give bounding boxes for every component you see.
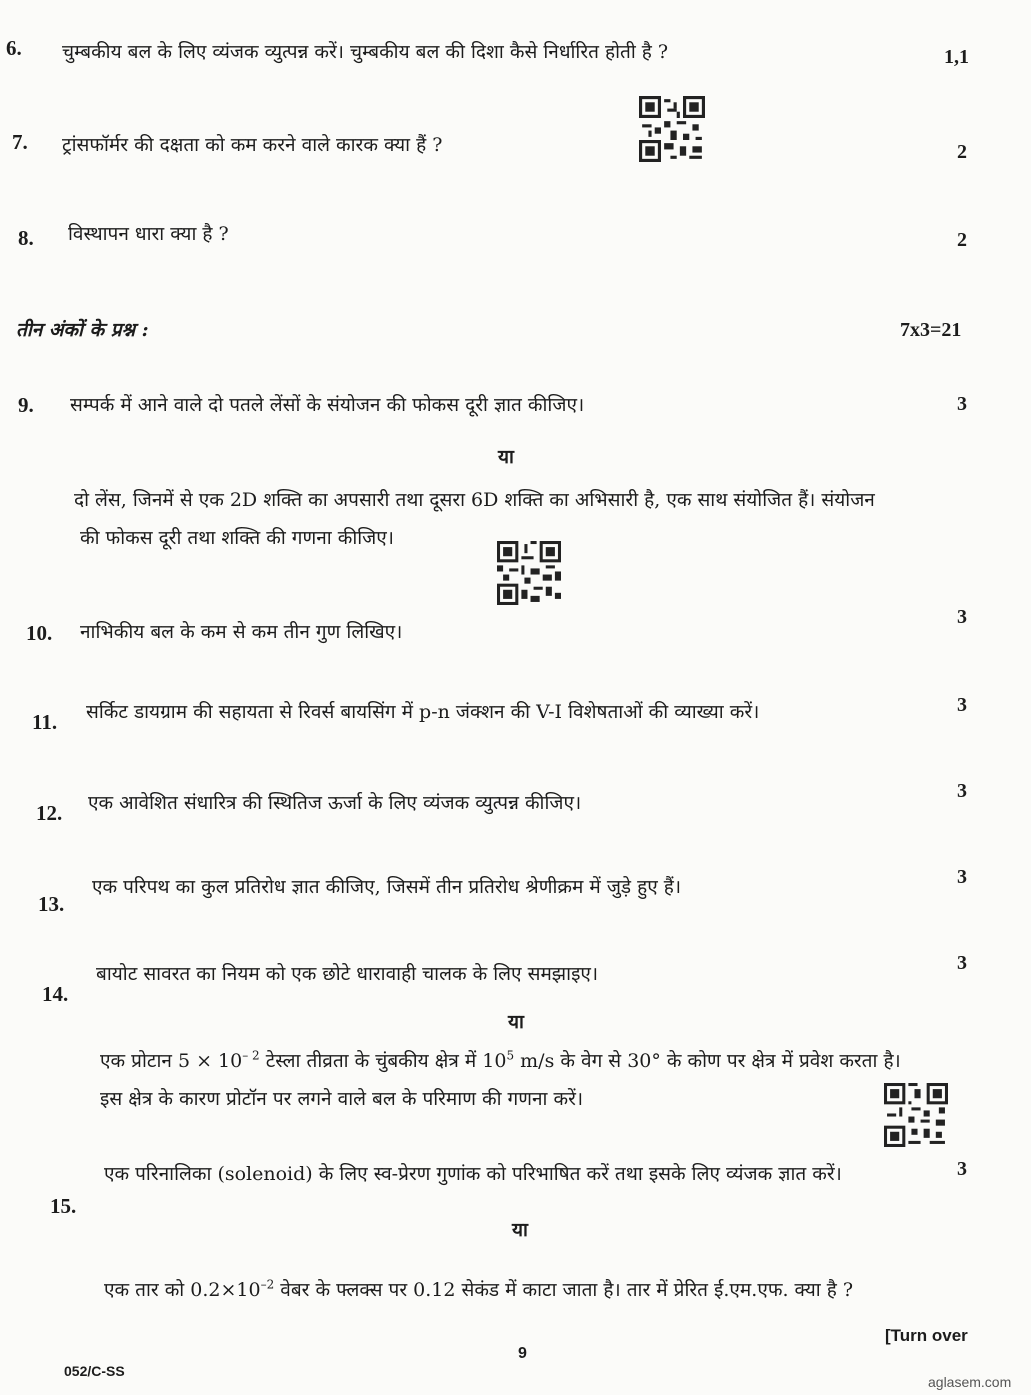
- qr-code-icon: [639, 94, 705, 164]
- marks: 3: [957, 694, 967, 716]
- or-separator: या: [508, 1011, 524, 1033]
- question-number: 7.: [12, 130, 28, 154]
- qr-code-icon: [884, 1082, 948, 1148]
- marks: 3: [957, 866, 967, 888]
- alternative-question-text: इस क्षेत्र के कारण प्रोटॉन पर लगने वाले बल के परिमाण की गणना करें।: [100, 1088, 584, 1110]
- question-text: विस्थापन धारा क्या है ?: [68, 223, 229, 245]
- or-separator: या: [498, 446, 514, 468]
- question-number: 13.: [38, 892, 65, 916]
- alternative-question-text: की फोकस दूरी तथा शक्ति की गणना कीजिए।: [80, 527, 394, 549]
- question-text: नाभिकीय बल के कम से कम तीन गुण लिखिए।: [80, 621, 403, 643]
- marks: 3: [957, 780, 967, 802]
- qr-code-icon: [497, 540, 561, 606]
- question-number: 11.: [32, 710, 58, 734]
- marks: 2: [957, 229, 967, 251]
- marks: 3: [957, 1158, 967, 1180]
- question-number: 9.: [18, 393, 34, 417]
- question-number: 14.: [42, 982, 69, 1006]
- page-number: 9: [518, 1345, 527, 1362]
- question-number: 6.: [6, 36, 22, 60]
- marks: 3: [957, 952, 967, 974]
- marks: 3: [957, 393, 967, 415]
- question-text: एक परिपथ का कुल प्रतिरोध ज्ञात कीजिए, जिसमें तीन प्रतिरोध श्रेणीक्रम में जुड़े हुए हैं।: [92, 876, 682, 898]
- section-marks: 7x3=21: [900, 319, 962, 341]
- question-text: सम्पर्क में आने वाले दो पतले लेंसों के संयोजन की फोकस दूरी ज्ञात कीजिए।: [70, 394, 585, 416]
- source-credit: aglasem.com: [928, 1374, 1012, 1390]
- marks: 1,1: [944, 46, 969, 68]
- alternative-question-text: एक तार को $0.2\times 10^{-2}$ वेबर के फ्लक्स पर 0.12 सेकंड में काटा जाता है। तार में प्रेरित ई.एम.एफ. क्या है ?: [104, 1277, 854, 1301]
- question-number: 12.: [36, 801, 63, 825]
- marks: 2: [957, 141, 967, 163]
- question-number: 8.: [18, 226, 34, 250]
- question-text: सर्किट डायग्राम की सहायता से रिवर्स बायसिंग में p-n जंक्शन की V-I विशेषताओं की व्याख्या करें।: [86, 701, 760, 723]
- turn-over-label: [Turn over: [885, 1326, 968, 1345]
- question-text: चुम्बकीय बल के लिए व्यंजक व्युत्पन्न करें। चुम्बकीय बल की दिशा कैसे निर्धारित होती है ?: [62, 41, 669, 63]
- alternative-question-text: एक प्रोटान $5 \times 10^{- 2}$ टेस्ला तीव्रता के चुंबकीय क्षेत्र में $10^5$ m/s के वेग से 30° के कोण पर क्षेत्र में प्रवेश करता है।: [100, 1048, 901, 1072]
- question-text: ट्रांसफॉर्मर की दक्षता को कम करने वाले कारक क्या हैं ?: [62, 134, 443, 156]
- paper-code: 052/C-SS: [64, 1363, 125, 1379]
- section-heading: तीन अंकों के प्रश्न :: [16, 319, 149, 341]
- question-text: बायोट सावरत का नियम को एक छोटे धारावाही चालक के लिए समझाइए।: [96, 963, 599, 985]
- question-text: एक आवेशित संधारित्र की स्थितिज ऊर्जा के लिए व्यंजक व्युत्पन्न कीजिए।: [88, 792, 582, 814]
- alternative-question-text: दो लेंस, जिनमें से एक 2D शक्ति का अपसारी तथा दूसरा 6D शक्ति का अभिसारी है, एक साथ संयोजित हैं। संयोजन: [74, 489, 875, 511]
- question-number: 10.: [26, 621, 53, 645]
- or-separator: या: [512, 1219, 528, 1241]
- marks: 3: [957, 606, 967, 628]
- question-text: एक परिनालिका (solenoid) के लिए स्व-प्रेरण गुणांक को परिभाषित करें तथा इसके लिए व्यंजक ज्ञात करें।: [104, 1163, 842, 1185]
- question-number: 15.: [50, 1194, 77, 1218]
